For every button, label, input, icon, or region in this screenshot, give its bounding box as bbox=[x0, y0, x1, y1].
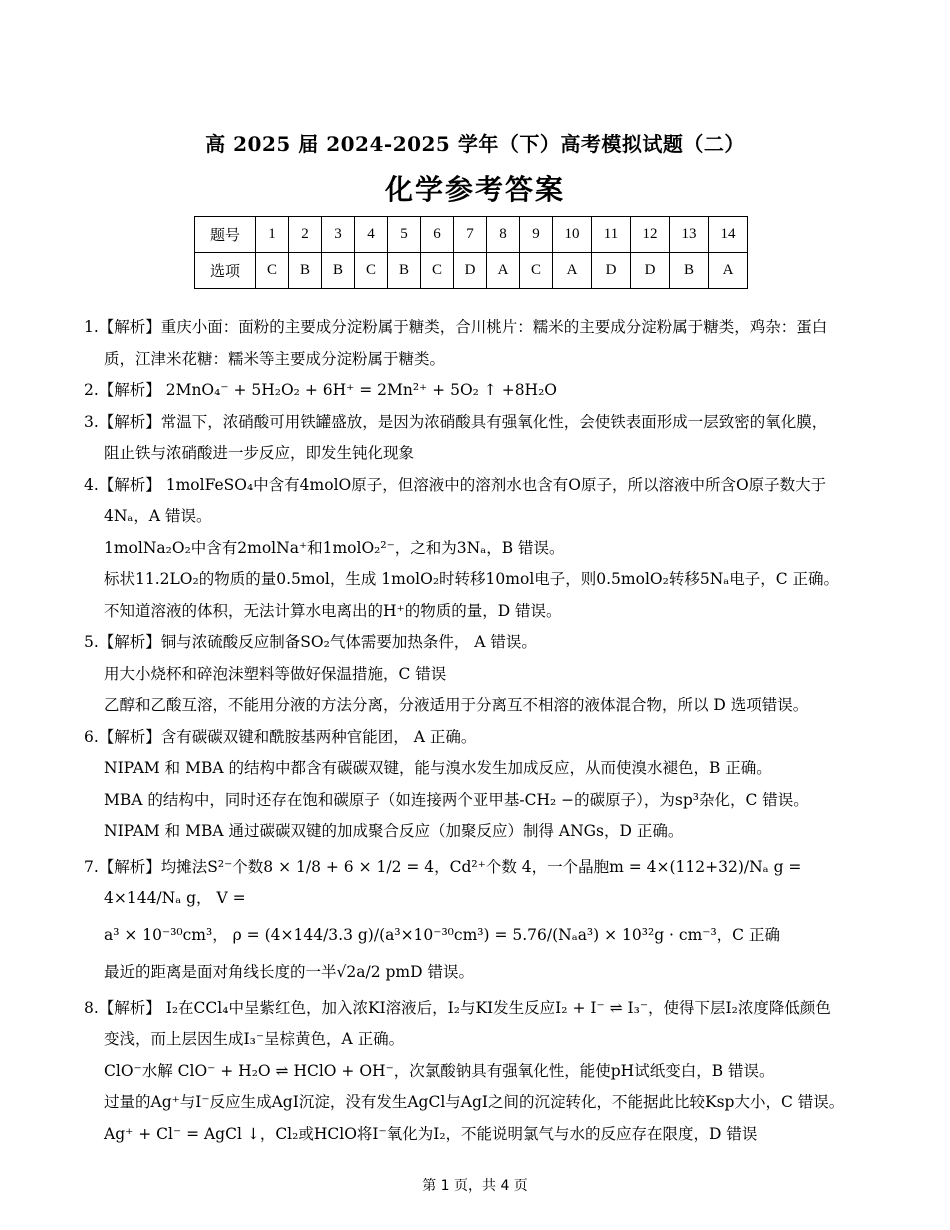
explanation-line: 不知道溶液的体积，无法计算水电离出的H⁺的物质的量，D 错误。 bbox=[104, 601, 562, 620]
answer-option: C bbox=[520, 253, 553, 289]
explanation-line: Ag⁺ + Cl⁻ = AgCl ↓，Cl₂或HClO将I⁻氧化为I₂，不能说明氯气与水的反应存在限度，D 错误 bbox=[104, 1124, 758, 1143]
explanation-line: 1molNa₂O₂中含有2molNa⁺和1molO₂²⁻，之和为3Nₐ，B 错误。 bbox=[104, 538, 565, 557]
explanation-line: 4.【解析】 1molFeSO₄中含有4molO原子，但溶液中的溶剂水也含有O原子，所以溶液中所含O原子数大于 bbox=[84, 475, 827, 494]
answer-option: B bbox=[670, 253, 709, 289]
explanation-line: ClO⁻水解 ClO⁻ + H₂O ⇌ HClO + OH⁻，次氯酸钠具有强氧化性，能使pH试纸变白，B 错误。 bbox=[104, 1061, 775, 1080]
question-number: 13 bbox=[670, 217, 709, 253]
answer-option: A bbox=[553, 253, 592, 289]
explanation-line: 阻止铁与浓硝酸进一步反应，即发生钝化现象 bbox=[104, 444, 415, 462]
answer-option: C bbox=[421, 253, 454, 289]
question-number: 2 bbox=[289, 217, 322, 253]
explanation-line: 过量的Ag⁺与I⁻反应生成AgI沉淀，没有发生AgCl与AgI之间的沉淀转化，不能据此比较Ksp大小，C 错误。 bbox=[104, 1093, 845, 1111]
question-number: 7 bbox=[454, 217, 487, 253]
row-label: 选项 bbox=[195, 253, 256, 289]
explanation-line: 6.【解析】含有碳碳双键和酰胺基两种官能团， A 正确。 bbox=[84, 727, 477, 746]
explanation-line: 变浅，而上层因生成I₃⁻呈棕黄色，A 正确。 bbox=[104, 1030, 405, 1048]
question-number: 12 bbox=[631, 217, 670, 253]
explanation-line: 用大小烧杯和碎泡沫塑料等做好保温措施，C 错误 bbox=[104, 664, 447, 683]
explanation-line: 7.【解析】均摊法S²⁻个数8 × 1/8 + 6 × 1/2 = 4，Cd²⁺个数 4，一个晶胞m = 4×(112+32)/Nₐ g = 4×144/Nₐ g， V = bbox=[84, 857, 802, 907]
explanation-line: 最近的距离是面对角线长度的一半√2a/2 pmD 错误。 bbox=[104, 962, 474, 981]
explanation-line: a³ × 10⁻³⁰cm³， ρ = (4×144/3.3 g)/(a³×10⁻³⁰cm³) = 5.76/(Nₐa³) × 10³²g · cm⁻³，C 正确 bbox=[104, 925, 780, 944]
answer-option: D bbox=[631, 253, 670, 289]
answer-option: B bbox=[388, 253, 421, 289]
question-number: 3 bbox=[322, 217, 355, 253]
explanation-line: 乙醇和乙酸互溶，不能用分液的方法分离，分液适用于分离互不相溶的液体混合物，所以 D 选项错误。 bbox=[104, 696, 809, 714]
question-number: 6 bbox=[421, 217, 454, 253]
explanation-line: 5.【解析】铜与浓硫酸反应制备SO₂气体需要加热条件， A 错误。 bbox=[84, 633, 537, 651]
explanations bbox=[84, 312, 874, 1150]
question-number: 14 bbox=[709, 217, 748, 253]
explanation-line: NIPAM 和 MBA 的结构中都含有碳碳双键，能与溴水发生加成反应，从而使溴水褪色，B 正确。 bbox=[104, 759, 772, 777]
explanation-line: 8.【解析】 I₂在CCl₄中呈紫红色，加入浓KI溶液后，I₂与KI发生反应I₂ + I⁻ ⇌ I₃⁻，使得下层I₂浓度降低颜色 bbox=[84, 998, 831, 1017]
question-number: 5 bbox=[388, 217, 421, 253]
page-footer: 第 1 页，共 4 页 bbox=[422, 1178, 528, 1194]
explanation-line: 标状11.2LO₂的物质的量0.5mol，生成 1molO₂时转移10mol电子，则0.5molO₂转移5Nₐ电子，C 正确。 bbox=[104, 570, 840, 588]
answer-table bbox=[194, 216, 748, 289]
answer-row bbox=[195, 253, 748, 289]
question-number: 1 bbox=[256, 217, 289, 253]
explanation-line: 1.【解析】重庆小面：面粉的主要成分淀粉属于糖类，合川桃片：糯米的主要成分淀粉属于糖类，鸡杂：蛋白 bbox=[84, 318, 828, 336]
exam-title: 高 2025 届 2024-2025 学年（下）高考模拟试题（二） bbox=[205, 132, 745, 156]
answer-key-title: 化学参考答案 bbox=[384, 173, 565, 206]
answer-option: A bbox=[709, 253, 748, 289]
explanation-line: 2.【解析】 2MnO₄⁻ + 5H₂O₂ + 6H⁺ = 2Mn²⁺ + 5O₂ ↑ +8H₂O bbox=[84, 381, 557, 399]
question-number-row bbox=[195, 217, 748, 253]
question-number: 8 bbox=[487, 217, 520, 253]
answer-option: C bbox=[256, 253, 289, 289]
question-number: 9 bbox=[520, 217, 553, 253]
explanation-line: MBA 的结构中，同时还存在饱和碳原子（如连接两个亚甲基-CH₂ −的碳原子），为sp³杂化，C 错误。 bbox=[104, 790, 809, 809]
answer-option: A bbox=[487, 253, 520, 289]
answer-option: B bbox=[322, 253, 355, 289]
answer-option: B bbox=[289, 253, 322, 289]
explanation-line: 4Nₐ，A 错误。 bbox=[104, 507, 212, 525]
explanation-line: 质，江津米花糖：糯米等主要成分淀粉属于糖类。 bbox=[104, 349, 446, 368]
answer-option: C bbox=[355, 253, 388, 289]
answer-option: D bbox=[454, 253, 487, 289]
explanation-line: 3.【解析】常温下，浓硝酸可用铁罐盛放，是因为浓硝酸具有强氧化性，会使铁表面形成一层致密的氧化膜， bbox=[84, 412, 828, 431]
row-label: 题号 bbox=[195, 217, 256, 253]
answer-option: D bbox=[592, 253, 631, 289]
explanation-line: NIPAM 和 MBA 通过碳碳双键的加成聚合反应（加聚反应）制得 ANGs，D 正确。 bbox=[104, 822, 684, 840]
question-number: 10 bbox=[553, 217, 592, 253]
question-number: 11 bbox=[592, 217, 631, 253]
question-number: 4 bbox=[355, 217, 388, 253]
